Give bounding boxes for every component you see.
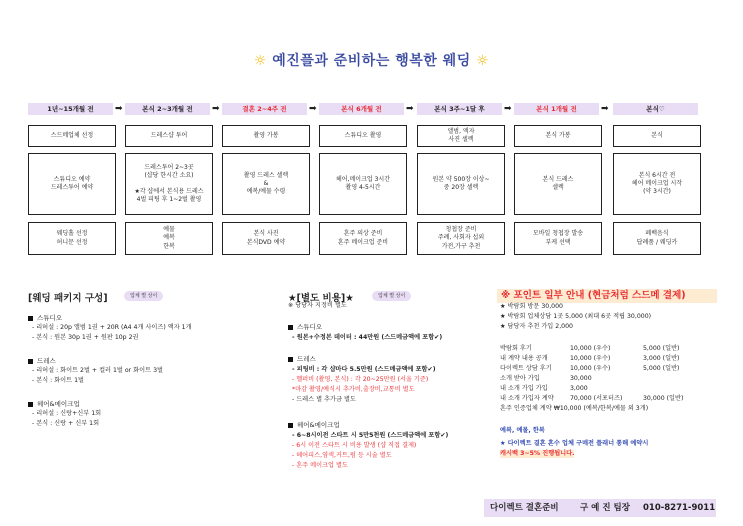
extra-group-heading [288, 323, 322, 331]
points-row-label: 소개 받아 가입 [500, 375, 540, 382]
arrow-right-icon: ➡ [115, 104, 123, 114]
points-row-value-a: 10,000 (우수) [570, 345, 611, 352]
points-row-value-b: 30,000 (일반) [643, 395, 684, 402]
timeline-label: 본식 6개월 전 [319, 103, 404, 115]
extra-group-heading [288, 355, 316, 363]
arrow-right-icon: ➡ [309, 104, 317, 114]
points-row-value-a: 10,000 (우수) [570, 355, 611, 362]
schedule-box-bottom: 청첩장 준비 주례, 사회자 섭외 가전,가구 추천 [417, 222, 505, 255]
extra-hair-line: - 6시 이전 스타트 시 비용 발생 (샵 직접 결제) [292, 442, 417, 449]
points-row-value-b: 3,000 (일반) [643, 355, 680, 362]
extra-group-title: 헤어&메이크업 [297, 421, 340, 429]
extra-hair-line: - 헤어피스,염색,커트,펌 등 시술 별도 [292, 452, 392, 459]
sun-icon: ☼ [476, 53, 490, 69]
points-row-label: 혼주 인증업체 계약 ₩10,000 (예복/한복/예물 외 3개) [500, 405, 649, 412]
points-row-label: 내 소개 가입 가입 [500, 385, 548, 392]
schedule-box-head: 스튜디오 촬영 [319, 125, 407, 147]
schedule-box-bottom: 혼주 의상 준비 혼주 메이크업 준비 [319, 222, 407, 255]
package-group-heading [28, 357, 56, 365]
points-row-value-a: 3,000 [570, 385, 588, 392]
package-line: - 리허설 : 화이트 2벌 + 컬러 1벌 or 화이트 3벌 [32, 367, 163, 374]
points-row-label: 다이렉트 상담 후기 [500, 365, 552, 372]
page-title-text: 예진플과 준비하는 행복한 웨딩 [272, 53, 471, 69]
points-bottom-line: ★ 다이렉트 결혼 혼수 업체 구매전 플래너 통해 예약시 [500, 440, 649, 447]
package-line: - 본식 : 화이트 1벌 [32, 377, 84, 384]
package-group-heading [28, 314, 62, 322]
points-row-value-b: 5,000 (일반) [643, 365, 680, 372]
square-bullet-icon [288, 423, 293, 428]
points-top-line: ★ 박람회 업체상담 1곳 5,000 (최대 6곳 적립 30,000) [500, 313, 652, 320]
schedule-box-mid: 본식 6시간 전 헤어 메이크업 시작 (약 3시간) [613, 153, 701, 215]
schedule-box-head: 본식 가봉 [514, 125, 602, 147]
timeline-label: 본식 2~3개월 전 [125, 103, 210, 115]
schedule-box-head: 촬영 가봉 [222, 125, 310, 147]
extra-hair-line: - 6~8시이전 스타트 시 5만5천원 (스드메금액에 포함✔) [292, 432, 449, 439]
schedule-box-mid: 본식 드레스 셀렉 [514, 153, 602, 215]
timeline-label: 본식 1개월 전 [514, 103, 599, 115]
arrow-right-icon: ➡ [406, 104, 414, 114]
points-row-value-a: 70,000 (서포터즈) [570, 395, 623, 402]
schedule-box-bottom: 본식 사진 본식DVD 예약 [222, 222, 310, 255]
extra-hair-line: - 혼주 메이크업 별도 [292, 462, 348, 469]
extra-badge: 업체 별 상이 [372, 291, 411, 301]
schedule-box-mid: 드레스투어 2~3곳 (샵당 한시간 소요) ★각 샵에서 본식용 드레스 4벌 피팅 후 1~2벌 촬영 [125, 153, 213, 215]
square-bullet-icon [28, 402, 33, 407]
points-row-value-a: 30,000 [570, 375, 592, 382]
extra-group-title: 스튜디오 [297, 323, 323, 331]
extra-dress-line: - 헬퍼비 (촬영, 본식) : 각 20~25만원 (서울 기준) [292, 376, 429, 383]
package-badge: 업체 별 상이 [124, 291, 163, 301]
schedule-box-head: 본식 [613, 125, 701, 147]
points-row-label: 박람회 후기 [500, 345, 532, 352]
extra-group-heading [288, 421, 340, 429]
square-bullet-icon [28, 316, 33, 321]
schedule-box-head: 앨범, 액자 사진 셀렉 [417, 125, 505, 147]
square-bullet-icon [28, 359, 33, 364]
package-line: - 본식 : 신랑 + 신부 1회 [32, 420, 100, 427]
schedule-box-head: 스드메업체 선정 [28, 125, 116, 147]
package-line: - 리허설 : 20p 앨범 1권 + 20R (A4 4개 사이즈) 액자 1개 [32, 324, 192, 331]
extra-dress-line: *마감 촬영/예식시 추가비,출장비,교통비 별도 [292, 386, 415, 393]
square-bullet-icon [288, 357, 293, 362]
arrow-right-icon: ➡ [504, 104, 512, 114]
schedule-box-mid: 스튜디오 예약 드레스투어 예약 [28, 153, 116, 215]
package-title: [웨딩 패키지 구성] [28, 293, 108, 304]
square-bullet-icon [288, 325, 293, 330]
arrow-right-icon: ➡ [601, 104, 609, 114]
timeline-label: 1년~15개월 전 [28, 103, 113, 115]
points-top-line: ★ 담당자 추천 가입 2,000 [500, 323, 573, 330]
package-group-heading [28, 400, 80, 408]
schedule-box-bottom: 웨딩홀 선정 허니문 선정 [28, 222, 116, 255]
page-title [0, 50, 743, 70]
points-row-label: 내 소개 가입자 계약 [500, 395, 554, 402]
points-top-line: ★ 박람회 방문 30,000 [500, 303, 563, 310]
schedule-box-bottom: 예물 예복 한복 [125, 222, 213, 255]
extra-group-title: 드레스 [297, 355, 316, 363]
extra-title: ★[별도 비용]★ [288, 293, 354, 304]
points-bottom-line: 예복, 예물, 한복 [500, 427, 545, 434]
schedule-box-mid: 촬영 드레스 셀렉 & 예복/예물 수령 [222, 153, 310, 215]
footer-manager: 구 예 진 팀장 [580, 503, 630, 513]
schedule-box-mid: 원본 약 500장 이상~ 중 20장 셀렉 [417, 153, 505, 215]
timeline-label: 결혼 2~4주 전 [222, 103, 307, 115]
schedule-box-head: 드레스샵 투어 [125, 125, 213, 147]
points-bottom-line: 캐시백 3~5% 진행됩니다. [500, 450, 575, 457]
points-row-value-a: 10,000 (우수) [570, 365, 611, 372]
points-row-value-b: 5,000 (일반) [643, 345, 680, 352]
schedule-box-bottom: 모바일 청첩장 발송 부케 선택 [514, 222, 602, 255]
footer-company: 다이렉트 결혼준비 [490, 503, 559, 513]
schedule-box-bottom: 폐백음식 답례품 / 웨딩카 [613, 222, 701, 255]
extra-note: ※ 당당자 지정비 별도 [288, 302, 347, 309]
arrow-right-icon: ➡ [212, 104, 220, 114]
schedule-box-mid: 헤어,메이크업 3시간 촬영 4-5시간 [319, 153, 407, 215]
package-group-title: 드레스 [37, 357, 56, 365]
extra-studio-line: - 원본+수정본 데이터 : 44만원 (스드메금액에 포함✔) [292, 334, 443, 341]
contact-footer [484, 499, 716, 517]
points-row-label: 내 계약 내용 공개 [500, 355, 548, 362]
footer-phone: 010-8271-9011 [643, 503, 716, 513]
extra-dress-line: - 드레스 별 추가금 별도 [292, 396, 356, 403]
sun-icon: ☼ [253, 53, 267, 69]
package-line: - 리허설 : 신랑+신부 1회 [32, 410, 102, 417]
timeline-label: 본식♡ [613, 103, 698, 115]
package-group-title: 스튜디오 [37, 314, 63, 322]
timeline-label: 본식 3주~1달 후 [417, 103, 502, 115]
timeline [28, 103, 714, 115]
package-group-title: 헤어&메이크업 [37, 400, 80, 408]
extra-dress-line: - 피팅비 : 각 샵마다 5.5만원 (스드메금액에 포함✔) [292, 366, 436, 373]
points-title: ※ 포인트 일부 안내 (현금처럼 스드메 결제) [497, 289, 717, 303]
package-line: - 본식 : 원본 30p 1권 + 원판 10p 2권 [32, 334, 139, 341]
